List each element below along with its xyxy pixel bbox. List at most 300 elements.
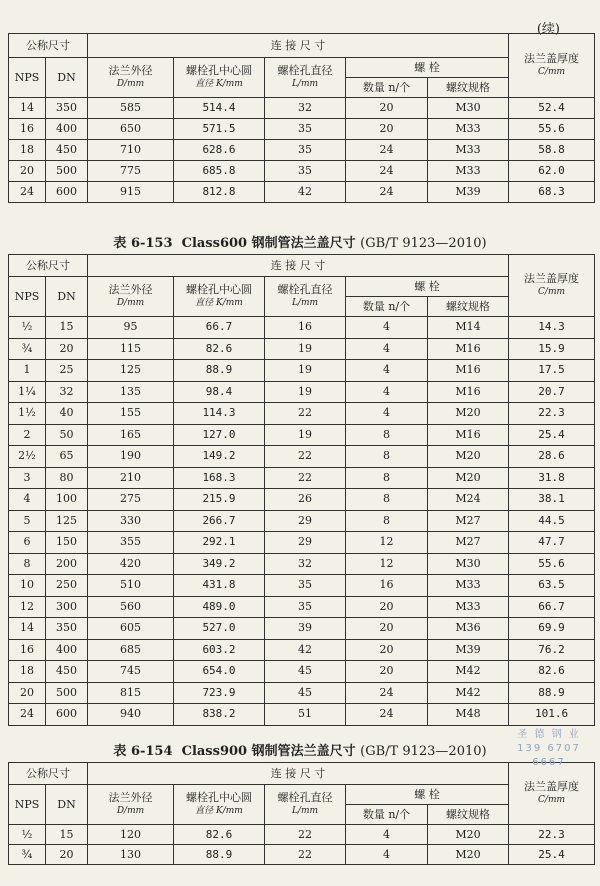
cell-dn: 32 xyxy=(46,381,88,403)
header-dn: DN xyxy=(46,277,88,317)
cell-bolt-hole: 19 xyxy=(265,338,346,360)
header-flange-od-label: 法兰外径 xyxy=(108,64,153,77)
cell-bolt-hole: 19 xyxy=(265,360,346,382)
cell-thread: M48 xyxy=(428,704,509,726)
caption-label: 表 6-154 xyxy=(113,744,173,759)
cell-bolt-circle: 489.0 xyxy=(174,596,265,618)
cell-thread: M33 xyxy=(428,596,509,618)
header-bolt-hole xyxy=(265,58,346,98)
cell-cover-thickness: 38.1 xyxy=(509,489,595,511)
table-row xyxy=(9,704,595,726)
table-row xyxy=(9,639,595,661)
cell-flange-od: 585 xyxy=(88,98,174,119)
cell-bolt-hole: 32 xyxy=(265,553,346,575)
header-nominal-size: 公称尺寸 xyxy=(9,763,88,785)
cell-quantity: 8 xyxy=(346,510,428,532)
caption-title: Class600 钢制管法兰盖尺寸 xyxy=(181,236,356,251)
caption-standard: (GB/T 9123—2010) xyxy=(360,744,487,759)
cell-flange-od: 745 xyxy=(88,661,174,683)
cell-flange-od: 940 xyxy=(88,704,174,726)
header-cover-thickness-label: 法兰盖厚度 xyxy=(524,780,580,793)
cell-bolt-circle: 838.2 xyxy=(174,704,265,726)
header-quantity: 数量 n/个 xyxy=(346,297,428,317)
continued-label: (续) xyxy=(536,22,560,37)
cell-nps: 3 xyxy=(9,467,46,489)
header-nps: NPS xyxy=(9,58,46,98)
cell-nps: ¾ xyxy=(9,338,46,360)
header-flange-od-unit: D/mm xyxy=(116,298,145,308)
cell-dn: 600 xyxy=(46,704,88,726)
table-row xyxy=(9,424,595,446)
cell-dn: 450 xyxy=(46,140,88,161)
cell-dn: 600 xyxy=(46,182,88,203)
cell-nps: 24 xyxy=(9,182,46,203)
cell-thread: M16 xyxy=(428,424,509,446)
header-bolt-hole-unit: L/mm xyxy=(291,79,319,89)
caption-title: Class900 钢制管法兰盖尺寸 xyxy=(181,744,356,759)
cell-dn: 40 xyxy=(46,403,88,425)
cell-bolt-hole: 42 xyxy=(265,639,346,661)
cell-bolt-hole: 35 xyxy=(265,161,346,182)
cell-bolt-circle: 628.6 xyxy=(174,140,265,161)
cell-cover-thickness: 28.6 xyxy=(509,446,595,468)
cell-bolt-hole: 22 xyxy=(265,403,346,425)
cell-quantity: 24 xyxy=(346,161,428,182)
cell-thread: M42 xyxy=(428,661,509,683)
cell-cover-thickness: 82.6 xyxy=(509,661,595,683)
cell-cover-thickness: 44.5 xyxy=(509,510,595,532)
cell-dn: 20 xyxy=(46,845,88,865)
table-row xyxy=(9,446,595,468)
cell-nps: 20 xyxy=(9,161,46,182)
header-cover-thickness-unit: C/mm xyxy=(538,795,566,805)
cell-dn: 15 xyxy=(46,317,88,339)
cell-dn: 20 xyxy=(46,338,88,360)
cell-quantity: 24 xyxy=(346,140,428,161)
watermark xyxy=(498,728,600,770)
cell-bolt-hole: 45 xyxy=(265,682,346,704)
header-bolt-hole-label: 螺栓孔直径 xyxy=(277,283,333,296)
cell-thread: M20 xyxy=(428,825,509,845)
cell-thread: M20 xyxy=(428,845,509,865)
header-bolt-hole-unit: L/mm xyxy=(291,806,319,816)
cell-nps: 14 xyxy=(9,618,46,640)
cell-flange-od: 605 xyxy=(88,618,174,640)
cell-bolt-hole: 22 xyxy=(265,825,346,845)
cell-flange-od: 420 xyxy=(88,553,174,575)
cell-cover-thickness: 101.6 xyxy=(509,704,595,726)
cell-quantity: 20 xyxy=(346,119,428,140)
cell-bolt-circle: 88.9 xyxy=(174,360,265,382)
cell-quantity: 20 xyxy=(346,98,428,119)
cell-thread: M33 xyxy=(428,575,509,597)
cell-dn: 350 xyxy=(46,98,88,119)
header-flange-od xyxy=(88,785,174,825)
cell-cover-thickness: 52.4 xyxy=(509,98,595,119)
cell-nps: 10 xyxy=(9,575,46,597)
table-row xyxy=(9,661,595,683)
cell-quantity: 4 xyxy=(346,360,428,382)
cell-cover-thickness: 66.7 xyxy=(509,596,595,618)
header-connection-size: 连 接 尺 寸 xyxy=(88,255,509,277)
cell-nps: 1¼ xyxy=(9,381,46,403)
table-row xyxy=(9,360,595,382)
cell-flange-od: 685 xyxy=(88,639,174,661)
cell-thread: M20 xyxy=(428,467,509,489)
table-row xyxy=(9,553,595,575)
header-bolt: 螺 栓 xyxy=(346,785,509,805)
cell-nps: ½ xyxy=(9,317,46,339)
header-cover-thickness xyxy=(509,34,595,98)
cell-bolt-circle: 527.0 xyxy=(174,618,265,640)
cell-nps: 20 xyxy=(9,682,46,704)
cell-cover-thickness: 88.9 xyxy=(509,682,595,704)
cell-thread: M39 xyxy=(428,182,509,203)
cell-flange-od: 915 xyxy=(88,182,174,203)
table-row xyxy=(9,510,595,532)
cell-thread: M39 xyxy=(428,639,509,661)
header-thread: 螺纹规格 xyxy=(428,805,509,825)
cell-quantity: 4 xyxy=(346,381,428,403)
cell-nps: 16 xyxy=(9,119,46,140)
table-row xyxy=(9,845,595,865)
header-bolt-circle-label: 螺栓孔中心圆 xyxy=(186,64,252,77)
table-row xyxy=(9,182,595,203)
caption-label: 表 6-153 xyxy=(113,236,173,251)
header-thread: 螺纹规格 xyxy=(428,78,509,98)
table-row xyxy=(9,98,595,119)
header-bolt-circle xyxy=(174,785,265,825)
cell-bolt-hole: 35 xyxy=(265,596,346,618)
header-nps: NPS xyxy=(9,277,46,317)
header-quantity: 数量 n/个 xyxy=(346,805,428,825)
cell-bolt-hole: 35 xyxy=(265,575,346,597)
header-bolt-circle-unit: 直径 K/mm xyxy=(195,298,243,308)
cell-thread: M30 xyxy=(428,98,509,119)
cell-cover-thickness: 47.7 xyxy=(509,532,595,554)
cell-quantity: 8 xyxy=(346,446,428,468)
cell-nps: 24 xyxy=(9,704,46,726)
cell-bolt-hole: 29 xyxy=(265,510,346,532)
cell-thread: M42 xyxy=(428,682,509,704)
header-bolt-hole xyxy=(265,277,346,317)
cell-dn: 450 xyxy=(46,661,88,683)
cell-nps: 12 xyxy=(9,596,46,618)
cell-quantity: 24 xyxy=(346,682,428,704)
header-cover-thickness xyxy=(509,255,595,317)
cell-dn: 500 xyxy=(46,682,88,704)
table-row xyxy=(9,338,595,360)
cell-dn: 50 xyxy=(46,424,88,446)
header-dn: DN xyxy=(46,58,88,98)
cell-thread: M27 xyxy=(428,510,509,532)
cell-thread: M16 xyxy=(428,360,509,382)
cell-bolt-circle: 66.7 xyxy=(174,317,265,339)
header-cover-thickness-unit: C/mm xyxy=(538,67,566,77)
cell-quantity: 20 xyxy=(346,618,428,640)
header-connection-size: 连 接 尺 寸 xyxy=(88,763,509,785)
cell-flange-od: 155 xyxy=(88,403,174,425)
cell-thread: M20 xyxy=(428,446,509,468)
cell-dn: 350 xyxy=(46,618,88,640)
table-row xyxy=(9,489,595,511)
cell-flange-od: 165 xyxy=(88,424,174,446)
cell-nps: 16 xyxy=(9,639,46,661)
table-row xyxy=(9,682,595,704)
cell-quantity: 24 xyxy=(346,704,428,726)
cell-thread: M16 xyxy=(428,338,509,360)
cell-bolt-hole: 29 xyxy=(265,532,346,554)
header-nominal-size: 公称尺寸 xyxy=(9,255,88,277)
watermark-phone: 139 6707 6667 xyxy=(517,743,581,768)
table-row xyxy=(9,596,595,618)
cell-bolt-circle: 292.1 xyxy=(174,532,265,554)
cell-thread: M30 xyxy=(428,553,509,575)
cell-flange-od: 210 xyxy=(88,467,174,489)
cell-nps: ¾ xyxy=(9,845,46,865)
cell-cover-thickness: 22.3 xyxy=(509,403,595,425)
header-quantity: 数量 n/个 xyxy=(346,78,428,98)
header-flange-od xyxy=(88,277,174,317)
cell-quantity: 8 xyxy=(346,489,428,511)
header-bolt: 螺 栓 xyxy=(346,58,509,78)
header-cover-thickness-unit: C/mm xyxy=(538,287,566,297)
cell-dn: 400 xyxy=(46,639,88,661)
cell-dn: 80 xyxy=(46,467,88,489)
cell-bolt-circle: 349.2 xyxy=(174,553,265,575)
cell-bolt-hole: 32 xyxy=(265,98,346,119)
cell-cover-thickness: 17.5 xyxy=(509,360,595,382)
cell-thread: M14 xyxy=(428,317,509,339)
cell-nps: 8 xyxy=(9,553,46,575)
cell-flange-od: 815 xyxy=(88,682,174,704)
cell-cover-thickness: 14.3 xyxy=(509,317,595,339)
cell-bolt-circle: 266.7 xyxy=(174,510,265,532)
header-bolt-hole-label: 螺栓孔直径 xyxy=(277,791,333,804)
table-row xyxy=(9,317,595,339)
header-nominal-size: 公称尺寸 xyxy=(9,34,88,58)
cell-nps: 18 xyxy=(9,140,46,161)
header-connection-size: 连 接 尺 寸 xyxy=(88,34,509,58)
cell-thread: M33 xyxy=(428,161,509,182)
header-cover-thickness-label: 法兰盖厚度 xyxy=(524,52,580,65)
caption-standard: (GB/T 9123—2010) xyxy=(360,236,487,251)
header-bolt-circle xyxy=(174,58,265,98)
cell-bolt-hole: 35 xyxy=(265,119,346,140)
cell-dn: 65 xyxy=(46,446,88,468)
cell-nps: 18 xyxy=(9,661,46,683)
header-flange-od-label: 法兰外径 xyxy=(108,791,153,804)
header-bolt-hole-label: 螺栓孔直径 xyxy=(277,64,333,77)
cell-bolt-hole: 16 xyxy=(265,317,346,339)
cell-flange-od: 330 xyxy=(88,510,174,532)
cell-flange-od: 190 xyxy=(88,446,174,468)
cell-dn: 500 xyxy=(46,161,88,182)
cell-bolt-circle: 149.2 xyxy=(174,446,265,468)
cell-quantity: 16 xyxy=(346,575,428,597)
cell-cover-thickness: 22.3 xyxy=(509,825,595,845)
cell-bolt-circle: 431.8 xyxy=(174,575,265,597)
cell-dn: 400 xyxy=(46,119,88,140)
cell-flange-od: 135 xyxy=(88,381,174,403)
cell-dn: 150 xyxy=(46,532,88,554)
cell-bolt-circle: 812.8 xyxy=(174,182,265,203)
cell-bolt-circle: 168.3 xyxy=(174,467,265,489)
cell-bolt-circle: 571.5 xyxy=(174,119,265,140)
cell-bolt-hole: 45 xyxy=(265,661,346,683)
header-bolt-hole xyxy=(265,785,346,825)
cell-quantity: 20 xyxy=(346,596,428,618)
cell-bolt-circle: 603.2 xyxy=(174,639,265,661)
cell-dn: 100 xyxy=(46,489,88,511)
table-row xyxy=(9,381,595,403)
cell-cover-thickness: 25.4 xyxy=(509,424,595,446)
cell-bolt-circle: 82.6 xyxy=(174,338,265,360)
cell-cover-thickness: 15.9 xyxy=(509,338,595,360)
cell-nps: 1½ xyxy=(9,403,46,425)
table-row xyxy=(9,618,595,640)
header-bolt-hole-unit: L/mm xyxy=(291,298,319,308)
cell-bolt-hole: 19 xyxy=(265,381,346,403)
header-bolt-circle-unit: 直径 K/mm xyxy=(195,806,243,816)
cell-quantity: 4 xyxy=(346,845,428,865)
cell-dn: 300 xyxy=(46,596,88,618)
header-thread: 螺纹规格 xyxy=(428,297,509,317)
cell-cover-thickness: 68.3 xyxy=(509,182,595,203)
cell-flange-od: 275 xyxy=(88,489,174,511)
table-row xyxy=(9,467,595,489)
cell-flange-od: 115 xyxy=(88,338,174,360)
cell-bolt-circle: 723.9 xyxy=(174,682,265,704)
cell-cover-thickness: 55.6 xyxy=(509,553,595,575)
header-flange-od-unit: D/mm xyxy=(116,79,145,89)
header-flange-od-unit: D/mm xyxy=(116,806,145,816)
cell-flange-od: 120 xyxy=(88,825,174,845)
cell-dn: 250 xyxy=(46,575,88,597)
header-flange-od xyxy=(88,58,174,98)
cell-quantity: 12 xyxy=(346,532,428,554)
header-bolt-circle-label: 螺栓孔中心圆 xyxy=(186,283,252,296)
cell-flange-od: 355 xyxy=(88,532,174,554)
cell-bolt-circle: 215.9 xyxy=(174,489,265,511)
header-bolt: 螺 栓 xyxy=(346,277,509,297)
cell-bolt-hole: 19 xyxy=(265,424,346,446)
cell-thread: M20 xyxy=(428,403,509,425)
cell-bolt-circle: 127.0 xyxy=(174,424,265,446)
cell-nps: 1 xyxy=(9,360,46,382)
cell-cover-thickness: 25.4 xyxy=(509,845,595,865)
cell-bolt-circle: 98.4 xyxy=(174,381,265,403)
cell-thread: M33 xyxy=(428,140,509,161)
cell-nps: 2½ xyxy=(9,446,46,468)
table-row xyxy=(9,403,595,425)
header-cover-thickness xyxy=(509,763,595,825)
header-flange-od-label: 法兰外径 xyxy=(108,283,153,296)
cell-cover-thickness: 63.5 xyxy=(509,575,595,597)
cell-bolt-circle: 654.0 xyxy=(174,661,265,683)
cell-bolt-hole: 51 xyxy=(265,704,346,726)
cell-quantity: 8 xyxy=(346,424,428,446)
cell-bolt-circle: 82.6 xyxy=(174,825,265,845)
table-row xyxy=(9,119,595,140)
cell-quantity: 24 xyxy=(346,182,428,203)
cell-bolt-hole: 42 xyxy=(265,182,346,203)
header-dn: DN xyxy=(46,785,88,825)
cell-bolt-circle: 514.4 xyxy=(174,98,265,119)
cell-cover-thickness: 55.6 xyxy=(509,119,595,140)
cell-bolt-hole: 35 xyxy=(265,140,346,161)
watermark-company: 圣 德 钢 业 xyxy=(517,729,581,740)
header-bolt-circle xyxy=(174,277,265,317)
table-row xyxy=(9,161,595,182)
cell-bolt-circle: 88.9 xyxy=(174,845,265,865)
cell-flange-od: 95 xyxy=(88,317,174,339)
cell-quantity: 4 xyxy=(346,317,428,339)
cell-bolt-hole: 22 xyxy=(265,467,346,489)
table-row xyxy=(9,532,595,554)
cell-nps: 5 xyxy=(9,510,46,532)
cell-quantity: 8 xyxy=(346,467,428,489)
cell-cover-thickness: 69.9 xyxy=(509,618,595,640)
cell-quantity: 12 xyxy=(346,553,428,575)
cell-cover-thickness: 62.0 xyxy=(509,161,595,182)
cell-nps: 14 xyxy=(9,98,46,119)
cell-quantity: 20 xyxy=(346,661,428,683)
cell-nps: 2 xyxy=(9,424,46,446)
cell-flange-od: 560 xyxy=(88,596,174,618)
table-row xyxy=(9,140,595,161)
cell-thread: M24 xyxy=(428,489,509,511)
cell-cover-thickness: 31.8 xyxy=(509,467,595,489)
flange-table-continued xyxy=(8,33,595,203)
cell-cover-thickness: 20.7 xyxy=(509,381,595,403)
cell-quantity: 4 xyxy=(346,403,428,425)
cell-dn: 125 xyxy=(46,510,88,532)
cell-nps: ½ xyxy=(9,825,46,845)
header-cover-thickness-label: 法兰盖厚度 xyxy=(524,272,580,285)
cell-thread: M36 xyxy=(428,618,509,640)
cell-flange-od: 130 xyxy=(88,845,174,865)
cell-dn: 15 xyxy=(46,825,88,845)
header-bolt-circle-unit: 直径 K/mm xyxy=(195,79,243,89)
header-nps: NPS xyxy=(9,785,46,825)
cell-quantity: 4 xyxy=(346,825,428,845)
cell-quantity: 20 xyxy=(346,639,428,661)
cell-cover-thickness: 76.2 xyxy=(509,639,595,661)
cell-cover-thickness: 58.8 xyxy=(509,140,595,161)
cell-nps: 6 xyxy=(9,532,46,554)
cell-bolt-hole: 22 xyxy=(265,446,346,468)
flange-table-class600 xyxy=(8,254,595,726)
cell-flange-od: 650 xyxy=(88,119,174,140)
cell-flange-od: 775 xyxy=(88,161,174,182)
table-row xyxy=(9,825,595,845)
cell-bolt-hole: 22 xyxy=(265,845,346,865)
cell-bolt-circle: 114.3 xyxy=(174,403,265,425)
cell-dn: 25 xyxy=(46,360,88,382)
header-bolt-circle-label: 螺栓孔中心圆 xyxy=(186,791,252,804)
cell-bolt-circle: 685.8 xyxy=(174,161,265,182)
cell-bolt-hole: 39 xyxy=(265,618,346,640)
cell-bolt-hole: 26 xyxy=(265,489,346,511)
cell-quantity: 4 xyxy=(346,338,428,360)
table-caption-6-153 xyxy=(0,232,600,251)
cell-dn: 200 xyxy=(46,553,88,575)
flange-table-class900 xyxy=(8,762,595,865)
cell-thread: M33 xyxy=(428,119,509,140)
cell-flange-od: 125 xyxy=(88,360,174,382)
cell-thread: M16 xyxy=(428,381,509,403)
